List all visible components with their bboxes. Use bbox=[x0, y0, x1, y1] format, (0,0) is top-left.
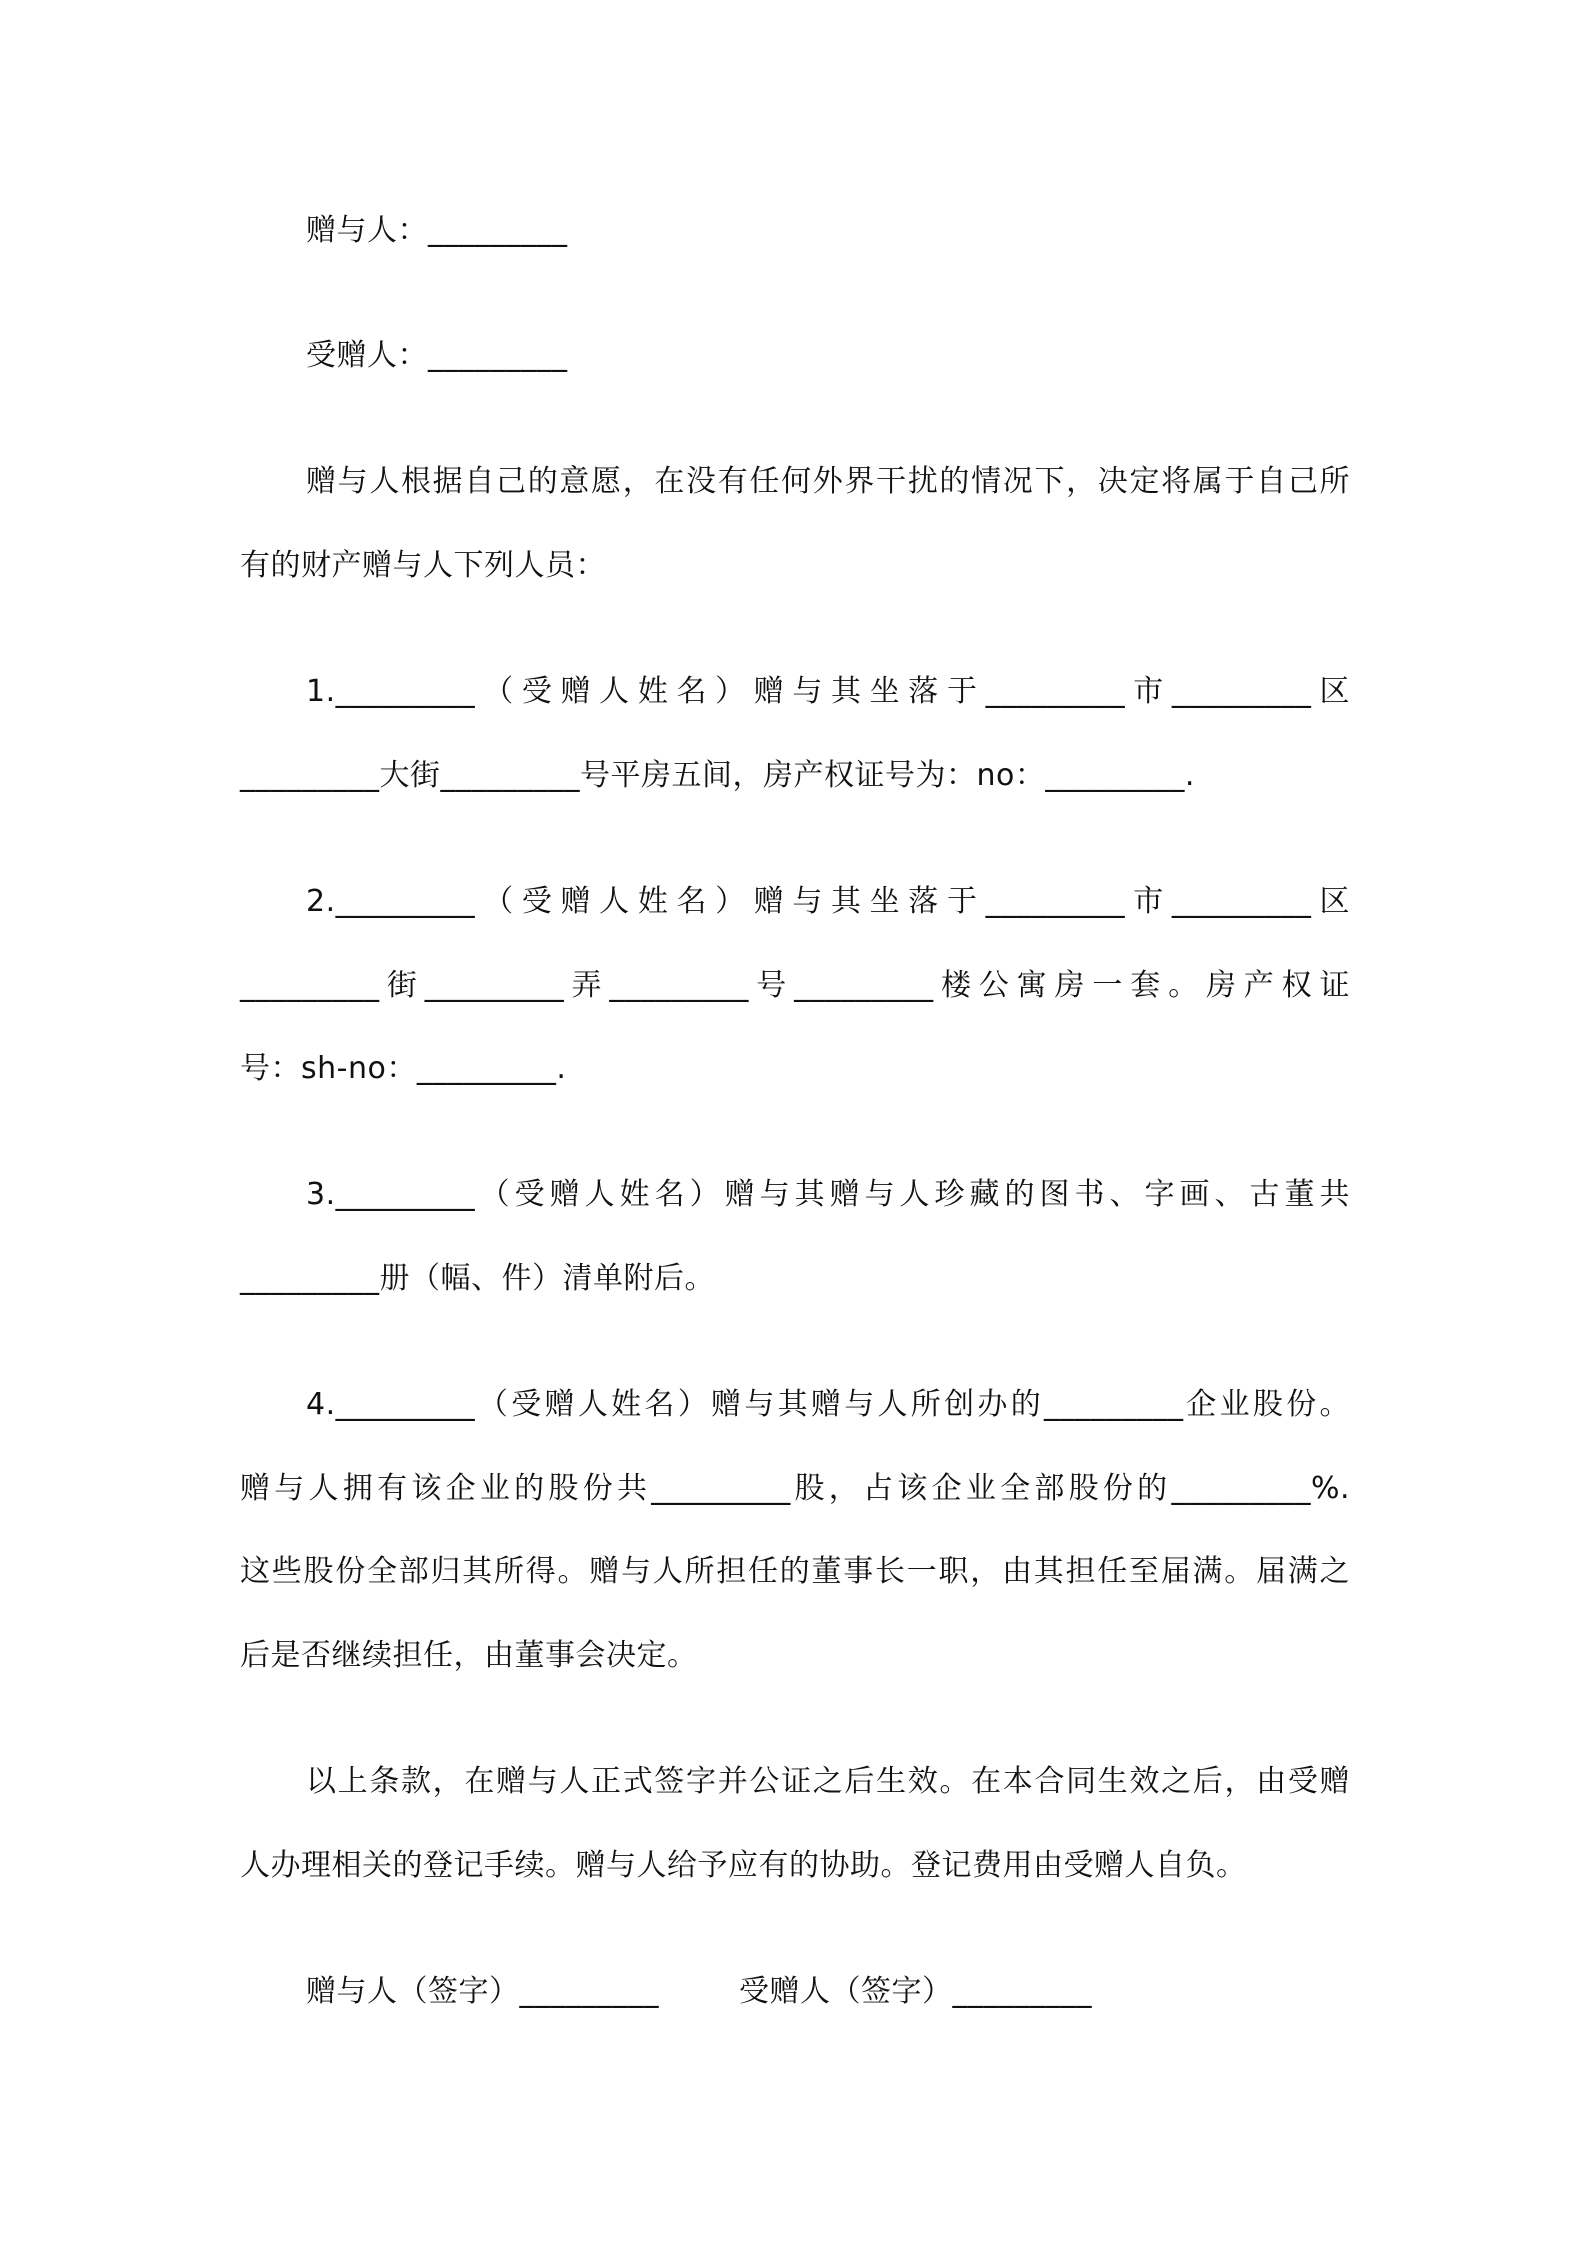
donor-signature: 赠与人（签字）_________ bbox=[306, 1974, 659, 2009]
item-4-line-4: 后是否继续担任，由董事会决定。 bbox=[240, 1638, 698, 1673]
intro-line-2: 有的财产赠与人下列人员： bbox=[240, 548, 606, 583]
item-4-line-1: 4._________（受赠人姓名）赠与其赠与人所创办的_________企业股份。 bbox=[306, 1387, 1350, 1422]
item-1-line-2: _________大街_________号平房五间，房产权证号为：no：_________. bbox=[240, 758, 1195, 793]
donee-line: 受赠人：_________ bbox=[306, 338, 568, 373]
closing-line-1: 以上条款，在赠与人正式签字并公证之后生效。在本合同生效之后，由受赠 bbox=[306, 1764, 1350, 1799]
item-2-line-1: 2._________（受赠人姓名）赠与其坐落于_________市_________区 bbox=[306, 884, 1350, 919]
item-3-line-1: 3._________（受赠人姓名）赠与其赠与人珍藏的图书、字画、古董共 bbox=[306, 1177, 1350, 1212]
item-2-line-2: _________街_________弄_________号_________楼公寓房一套。房产权证 bbox=[240, 968, 1350, 1003]
item-2-line-3: 号：sh-no：_________. bbox=[240, 1051, 567, 1086]
signature-row bbox=[240, 1972, 1350, 2012]
donor-line: 赠与人：_________ bbox=[306, 213, 568, 248]
item-3-line-2: _________册（幅、件）清单附后。 bbox=[240, 1261, 715, 1296]
donee-signature: 受赠人（签字）_________ bbox=[739, 1974, 1092, 2009]
item-4-line-3: 这些股份全部归其所得。赠与人所担任的董事长一职，由其担任至届满。届满之 bbox=[240, 1554, 1350, 1589]
closing-line-2: 人办理相关的登记手续。赠与人给予应有的协助。登记费用由受赠人自负。 bbox=[240, 1848, 1247, 1883]
item-4-line-2: 赠与人拥有该企业的股份共_________股，占该企业全部股份的_________%. bbox=[240, 1471, 1350, 1506]
intro-line-1: 赠与人根据自己的意愿，在没有任何外界干扰的情况下，决定将属于自己所 bbox=[306, 464, 1350, 499]
item-1-line-1: 1._________（受赠人姓名）赠与其坐落于_________市_________区 bbox=[306, 674, 1350, 709]
